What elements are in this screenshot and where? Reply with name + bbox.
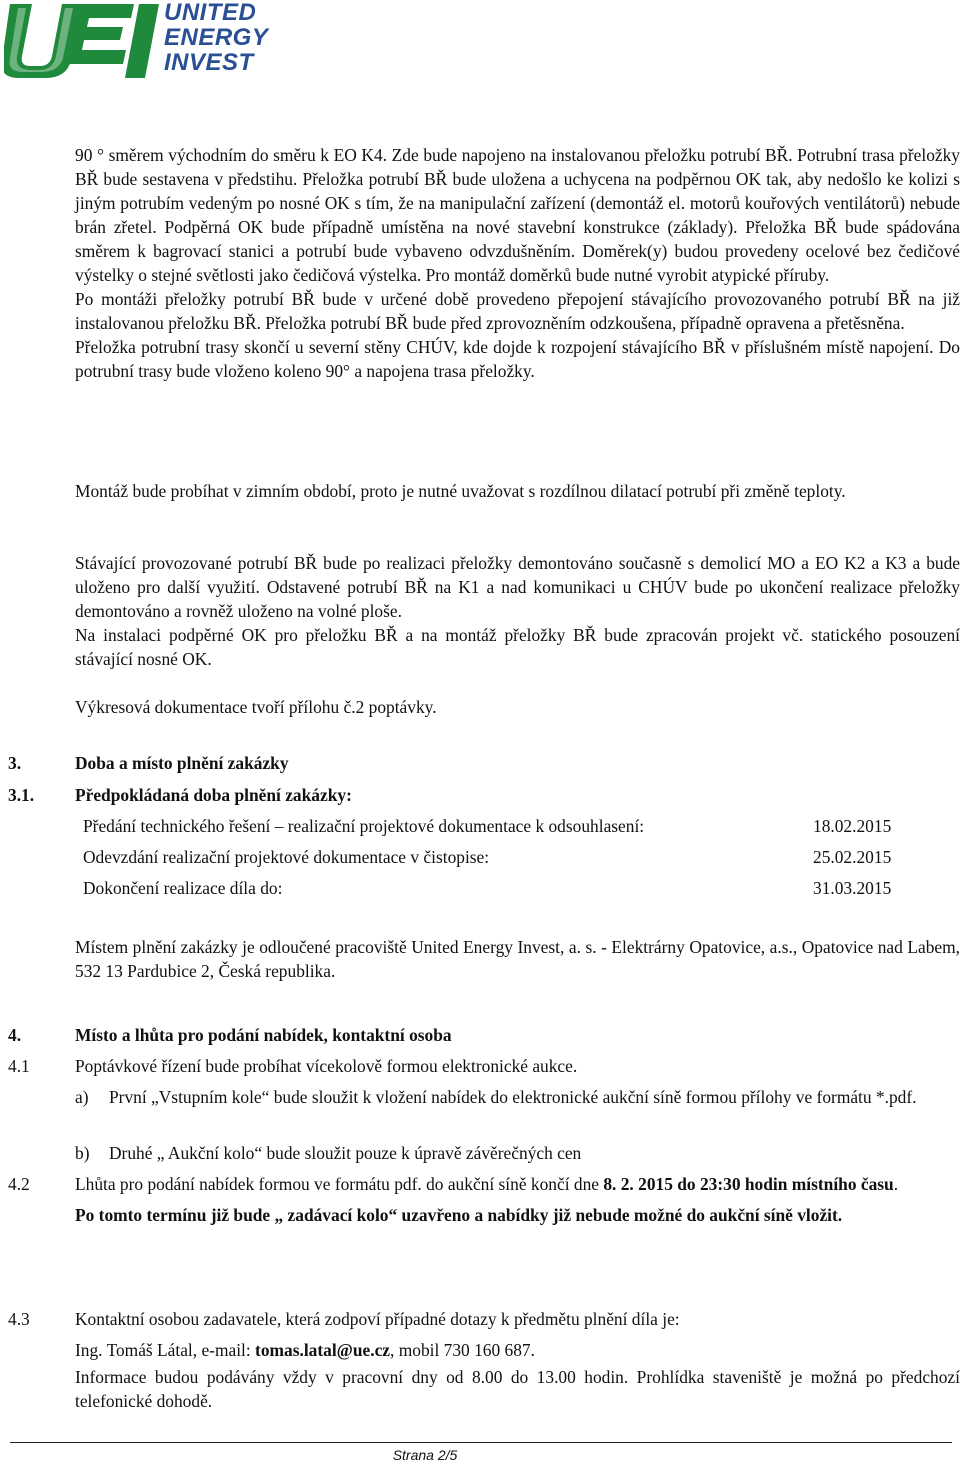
schedule-label: Odevzdání realizační projektové dokumentace v čistopise: [83,847,490,867]
deadline-end: . [893,1174,899,1194]
schedule-date: 31.03.2015 [813,878,892,898]
contact-line [75,1338,960,1362]
section-4-number: 4. [8,1025,22,1045]
section-4-3-body [75,1307,960,1413]
schedule-date: 18.02.2015 [813,816,892,836]
intro-paragraph-4: Montáž bude probíhat v zimním období, proto je nutné uvažovat s rozdílnou dilatací potrubí při změně teploty. [75,481,846,501]
section-4-1-number: 4.1 [8,1056,30,1076]
section-3-heading [8,751,289,775]
page-number: Strana 2/5 [392,1447,458,1463]
footer-divider [10,1442,952,1443]
deadline-text [75,1172,960,1196]
deadline-warning: Po tomto termínu již bude „ zadávací kolo“ uzavřeno a nabídky již nebude možné do aukční síně vložit. [75,1205,843,1225]
contact-name: Ing. Tomáš Látal, e-mail: [75,1340,256,1360]
intro-paragraph-3: Přeložka potrubní trasy skončí u severní stěny CHÚV, kde dojde k rozpojení stávajícího BŘ v příslušném místě napojení. Do potrubní trasy bude vloženo koleno 90° a napojena trasa přeložky. [75,337,960,381]
section-4-1-text: Poptávkové řízení bude probíhat vícekolově formou elektronické aukce. [75,1056,578,1076]
contact-email[interactable]: tomas.latal@ue.cz [255,1340,391,1360]
contact-info: Informace budou podávány vždy v pracovní dny od 8.00 do 13.00 hodin. Prohlídka staveniště je možná po předchozí telefonické dohodě. [75,1367,960,1411]
list-item [75,1085,960,1133]
section-4-1 [8,1054,960,1078]
list-marker: b) [75,1143,90,1163]
section-4-title: Místo a lhůta pro podání nabídek, kontaktní osoba [75,1025,452,1045]
section-3-1-number: 3.1. [8,785,35,805]
intro-paragraph-1: 90 ° směrem východním do směru k EO K4. Zde bude napojeno na instalovanou přeložku potrubí BŘ. Potrubní trasa přeložky BŘ bude sestavena v předstihu. Přeložka potrubí BŘ bude uložena a uchycena na podpěrnou OK tak, aby nedošlo ke kolizi s jiným potrubím vedeným po nosné OK s tím, že na manipulační zařízení (demontáž el. motorů kouřových ventilátorů) nebude brán zřetel. Podpěrná OK bude případně umístěna na nové stavební konstrukce (základy). Přeložka BŘ bude spádována směrem k bagrovací stanici a potrubí bude vybaveno odvzdušněním. Doměrek(y) budou provedeny ocelové bez čedičové výstelky o stejné světlosti jako čedičová výstelka. Pro montáž doměrků bude nutné vyrobit atypické příruby. [75,145,960,285]
schedule-label: Předání technického řešení – realizační projektové dokumentace k odsouhlasení: [83,816,645,836]
section-3-title: Doba a místo plnění zakázky [75,753,289,773]
section-3-1-heading [8,783,352,807]
deadline-date: 8. 2. 2015 do 23:30 hodin místního času [603,1174,894,1194]
deadline-lead: Lhůta pro podání nabídek formou ve formátu pdf. do aukční síně končí dne [75,1174,604,1194]
logo-line-united: UNITED [164,0,257,26]
place-of-performance [75,935,960,983]
schedule-row [83,814,913,838]
intro-block-2 [75,479,960,503]
contact-intro: Kontaktní osobou zadavatele, která zodpoví případné dotazy k předmětu plnění díla je: [75,1309,680,1329]
list-text: První „Vstupním kole“ bude sloužit k vložení nabídek do elektronické aukční síně formou přílohy ve formátu *.pdf. [109,1087,917,1107]
contact-phone: , mobil 730 160 687. [390,1340,535,1360]
logo-line-energy: ENERGY [164,24,269,51]
schedule-row [83,876,913,900]
intro-block-3 [75,551,960,671]
schedule-date: 25.02.2015 [813,847,892,867]
schedule-label: Dokončení realizace díla do: [83,878,283,898]
list-item [75,1141,960,1165]
logo-wordmark [164,0,268,75]
intro-block-4 [75,695,960,719]
section-4-heading [8,1023,452,1047]
intro-paragraph-5: Stávající provozované potrubí BŘ bude po realizaci přeložky demontováno současně s demolicí MO a EO K2 a K3 a bude uloženo pro další využití. Odstavené potrubí BŘ na K1 a nad komunikaci u CHÚV bude po ukončení realizace přeložky demontováno a rovněž uloženo na volné ploše. [75,553,960,621]
intro-paragraph-6: Na instalaci podpěrné OK pro přeložku BŘ a na montáž přeložky BŘ bude zpracován projekt vč. statického posouzení stávající nosné OK. [75,625,960,669]
section-3-number: 3. [8,753,22,773]
section-4-3 [8,1307,960,1417]
section-4-3-number: 4.3 [8,1309,30,1329]
schedule-row [83,845,913,869]
intro-block-1 [75,143,960,383]
section-4-2-body [75,1172,960,1229]
logo-line-invest: INVEST [164,49,254,76]
company-logo [4,0,284,82]
section-4-2-number: 4.2 [8,1174,30,1194]
intro-paragraph-2: Po montáži přeložky potrubí BŘ bude v určené době provedeno přepojení stávajícího provozovaného potrubí BŘ na již instalovanou přeložku BŘ. Přeložka potrubí BŘ bude před zprovozněním odzkoušena, případně opravena a přetěsněna. [75,289,960,333]
list-text: Druhé „ Aukční kolo“ bude sloužit pouze k úpravě závěrečných cen [109,1143,582,1163]
section-3-1-title: Předpokládaná doba plnění zakázky: [75,785,352,805]
uei-logo-mark [4,0,164,82]
section-4-2 [8,1172,960,1252]
list-marker: a) [75,1087,89,1107]
place-text: Místem plnění zakázky je odloučené pracoviště United Energy Invest, a. s. - Elektrárny Opatovice, a.s., Opatovice nad Labem, 532 13 Pardubice 2, Česká republika. [75,937,960,981]
intro-paragraph-7: Výkresová dokumentace tvoří přílohu č.2 poptávky. [75,697,437,717]
